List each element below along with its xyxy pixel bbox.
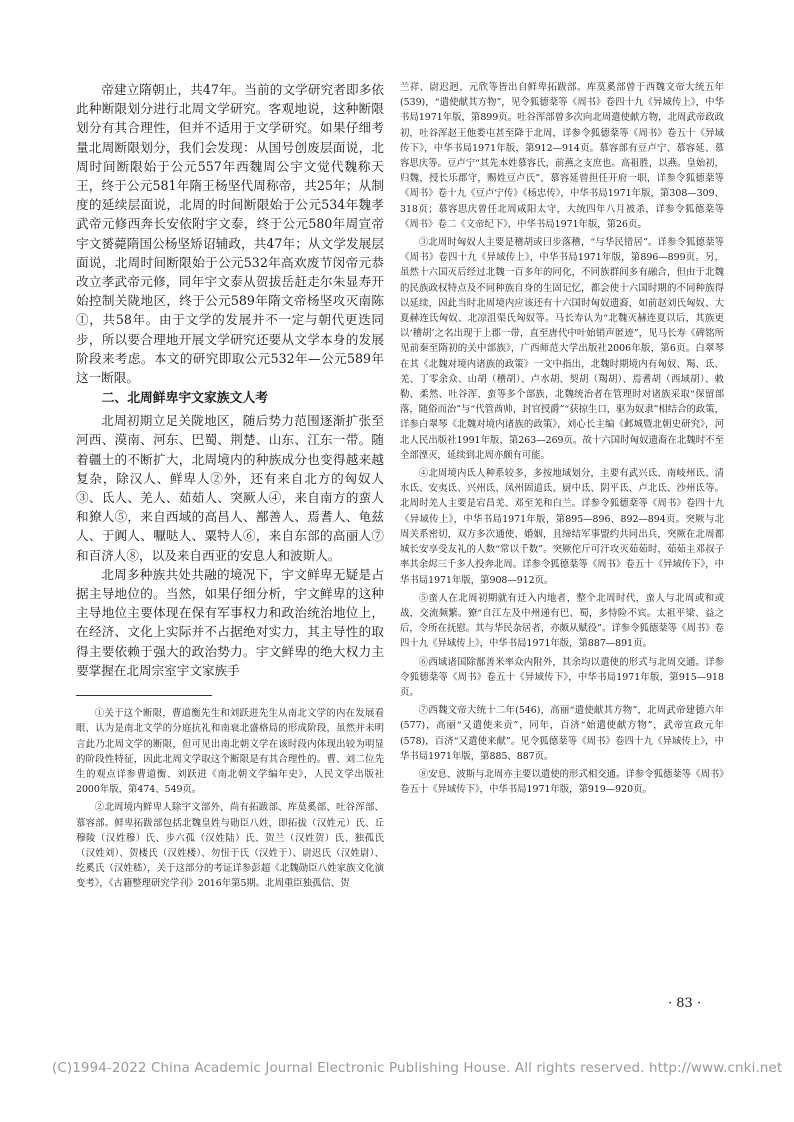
footnote: ①关于这个断限，曹道衡先生和刘跃进先生从南北文学的内在发展看眼，认为是南北文学的分庭抗礼和南衰北盛格局的形成阶段，虽然并未明言此乃北周文学的断限，但可见出南北朝文学在该时段内体现出较为明显的阶段性特征，因此北周文学取这个断限是有其合理性的。曹、刘二位先生的观点详参曹道衡、刘跃进《南北朝文学编年史》，人民文学出版社2000年版，第474、549页。 — [76, 708, 384, 796]
footnote: ③北周时匈奴人主要是稽胡或曰步落稽，“与华民错居”。详参令狐德棻等《周书》卷四十九《异域传上》，中华书局1971年版，第896—899页。另，虽然十六国灭后经过北魏一百多年的同化，不同族群间多有融合，但由于北魏的民族政权特点及不同种族自身的生固记忆，都会使十六国时期的不同种族得以延续，因此当时北周境内应该还有十六国时匈奴遗裔，如前赵刘氏匈奴、大夏赫连氏匈奴、北凉沮渠氏匈奴等。马长寿认为“北魏灭赫连夏以后，其族更以‘稽胡’之名出现于上郡一带，直至唐代中叶始销声匿迹”，见马长寿《碑铭所见前秦至隋初的关中部族》，广西师范大学出版社2006年版，第6页。白翠琴在其《北魏对境内诸族的政策》一文中指出，北魏时期境内有匈奴、羯、氐、羌、丁零余众、山胡（稽胡）、卢水胡、契胡（羯胡）、焉耆胡（西域胡）、敕勒、柔然、吐谷浑、蛮等多个部族，北魏统治者在管理时对诸族采取“保留部落，随俗而治”与“代管酋帅，封官授爵”“获掠生口，驱为奴隶”相结合的政策，详参白翠琴《北魏对境内诸族的政策》，刘心长主编《邺城暨北朝史研究》，河北人民出版社1991年版，第263—269页。故十六国时匈奴遗裔在北魏时不至全部湮灭，延续到北周亦颇有可能。 — [400, 237, 724, 461]
footnote: ⑦西魏文帝大统十二年(546)，高丽“遣使献其方物”，北周武帝建德六年(577)，高丽“又遣使来贡”，同年，百济“始遣使献方物”，武帝宣政元年(578)，百济“又遣使来献”。见令狐德棻等《周书》卷四十九《异域传上》，中华书局1971年版，第885、887页。 — [400, 705, 724, 762]
body-paragraph: 北周多种族共处共融的境况下，宇文鲜卑无疑是占据主导地位的。当然，如果仔细分析，宇文鲜卑的这种主导地位主要体现在保有军事权力和政治统治地位上，在经济、文化上实际并不占据绝对实力，其主导性的取得主要依赖于强大的政治势力。宇文鲜卑的绝大权力主要掌握在北周宗室宇文家族手 — [76, 566, 384, 678]
section-heading: 二、北周鲜卑宇文家族文人考 — [101, 391, 268, 407]
footnote: ④北周境内氐人种系较多，多按地域划分，主要有武兴氐、南岐州氐、清水氐、安夷氐、兴州氐、凤州固道氐、厨中氐、阴平氐、卢北氐、沙州氐等。北周时羌人主要是宕昌羌、邓至羌和白兰。详参令狐德棻等《周书》卷四十九《异域传上》，中华书局1971年版，第895—896、892—894页。突厥与北周关系密切，双方多次通使、婚姻，且缔结军事盟约共同出兵，突厥在北周都城长安享受友礼的人数“常以千数”。突厥佗斤可汗攻灭茹茹时，茹茹主邓叔子率其余烬三千多人投奔北周。详参令狐德棻等《周书》卷五十《异域传下》，中华书局1971年版，第908—912页。 — [400, 468, 724, 586]
page-number: · 83 · — [668, 996, 702, 1011]
footnote: ⑥西域诸国除鄯善米率众内附外，其余均以遣使的形式与北周交通。详参令狐德棻等《周书》卷五十《异域传下》，中华书局1971年版，第915—918页。 — [400, 656, 724, 698]
footnote: ⑧安息、波斯与北周亦主要以遣使的形式相交通。详参令狐德棻等《周书》卷五十《异域传下》，中华书局1971年版，第919—920页。 — [400, 768, 724, 796]
right-column — [400, 80, 724, 800]
left-column — [76, 80, 384, 895]
footnote-divider — [76, 695, 212, 696]
footnote: ②北周境内鲜卑人除宇文部外，尚有拓跋部、库莫奚部、吐谷浑部、慕容部。鲜卑拓跋部包括北魏皇姓与勋臣八姓，即拓拔（汉姓元）氏、丘穆陵（汉姓穆）氏、步六孤（汉姓陆）氏、贺兰（汉姓贺）氏、独孤氏（汉姓刘）、贺楼氏（汉姓楼）、勿忸于氏（汉姓于）、尉迟氏（汉姓尉）、纥奚氏（汉姓嵇），关于这部分的考证详参彭超《北魏勋臣八姓家族文化演变考》，《古籍整理研究学刊》2016年第5期。北周重臣独孤信、贺 — [76, 802, 384, 890]
body-paragraph: 帝建立隋朝止，共47年。当前的文学研究者即多依此种断限划分进行北周文学研究。客观地说，这种断限划分有其合理性，但并不适用于文学研究。如果仔细考量北周断限划分，我们会发现：从国号创废层面说，北周时间断限始于公元557年西魏周公宇文觉代魏称天王，终于公元581年隋王杨坚代周称帝，共25年；从制度的延续层面说，北周的时间断限始于公元534年魏孝武帝元修西奔长安依附宇文泰，终于公元580年周宣帝宇文赟薨隋国公杨坚矫诏辅政，共47年；从文学发展层面说，北周时间断限始于公元532年高欢废节闵帝元恭改立孝武帝元修，同年宇文泰从贺拔岳赶走尔朱显寿开始控制关陇地区，终于公元589年隋文帝杨坚攻灭南陈①，共58年。由于文学的发展并不一定与朝代更迭同步，所以要合理地开展文学研究还要从文学本身的发展阶段来考虑。本文的研究即取公元532年—公元589年这一断限。 — [76, 82, 384, 386]
footnote-continuation: 兰祥、尉迟迥、元欣等皆出自鲜卑拓跋部。库莫奚部曾于西魏文帝大统五年(539)，“遣使献其方物”，见令狐德棻等《周书》卷四十九《异域传上》，中华书局1971年版，第899页。吐谷浑部曾多次向北周遣使献方物，北周武帝政政初，吐谷浑赵王他娄屯甚至降于北周，详参令狐德棻等《周书》卷五十《异域传下》，中华书局1971年版，第912—914页。慕容部有豆卢宁、慕容延、慕容思庆等。豆卢宁“其先本姓慕容氏，前燕之支庶也。高祖胜，以燕。皇始初，归魏，授长乐郡守，赐姓豆卢氏”，慕容延曾担任开府一职，详参令狐德棻等《周书》卷十九《豆卢宁传》《杨忠传》，中华书局1971年版，第308—309、318页；慕容思庆曾任北周咸阳太守，大统四年八月被杀，详参令狐德棻等《周书》卷二《文帝纪下》，中华书局1971年版，第26页。 — [400, 82, 724, 230]
footnote: ⑤蛮人在北周初期就有迁入内地者，整个北周时代，蛮人与北周或和或战，交流频繁。獠“自江左及中州递有巴、蜀，多恃险不宾。太祖平梁、益之后，令所在抚慰。其与华民杂居者，亦颇从赋役”。详参令狐德棻等《周书》卷四十九《异域传上》，中华书局1971年版，第887—891页。 — [400, 592, 724, 650]
body-paragraph: 北周初期立足关陇地区，随后势力范围逐渐扩张至河西、漠南、河东、巴蜀、荆楚、山东、江东一带。随着疆土的不断扩大，北周境内的种族成分也变得越来越复杂，除汉人、鲜卑人②外，还有来自北方的匈奴人③、氐人、羌人、茹茹人、突厥人④，来自南方的蛮人和獠人⑤，来自西域的高昌人、鄯善人、焉耆人、龟兹人、于阗人、嚈哒人、粟特人⑥，来自东部的高丽人⑦和百济人⑧，以及来自西亚的安息人和波斯人。 — [76, 413, 384, 563]
copyright-watermark: (C)1994-2022 China Academic Journal Electronic Publishing House. All rights reserved. http://www.cnki.net — [52, 1061, 783, 1076]
